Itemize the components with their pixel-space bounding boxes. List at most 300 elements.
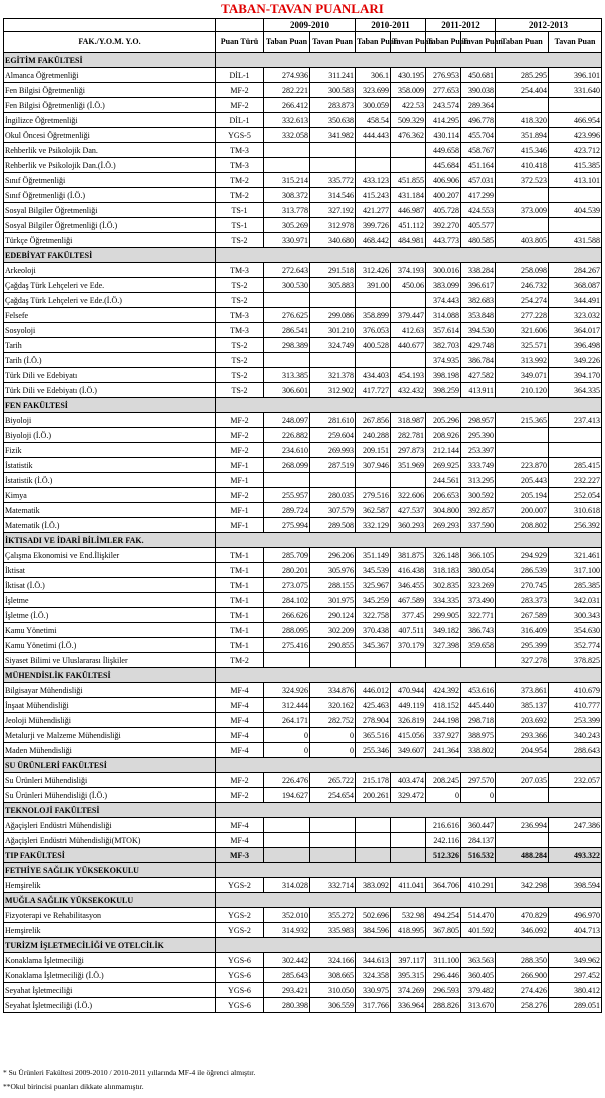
section-fill bbox=[216, 668, 602, 683]
section-title: TEKNOLOJİ FAKÜLTESİ bbox=[4, 803, 216, 818]
score-value: 494.254 bbox=[426, 908, 461, 923]
score-value bbox=[391, 143, 426, 158]
score-value: 253.397 bbox=[461, 443, 496, 458]
score-value bbox=[391, 293, 426, 308]
score-value: 333.749 bbox=[461, 458, 496, 473]
program-name: Türk Dili ve Edebiyatı (İ.Ö.) bbox=[4, 383, 216, 398]
score-value: 418.995 bbox=[391, 923, 426, 938]
program-name: Seyahat İşletmeciliği bbox=[4, 983, 216, 998]
score-value: 206.653 bbox=[426, 488, 461, 503]
score-value: 215.365 bbox=[496, 413, 549, 428]
score-value: 298.389 bbox=[264, 338, 310, 353]
score-value: 385.137 bbox=[496, 698, 549, 713]
program-name: Fen Bilgisi Öğretmenliği bbox=[4, 83, 216, 98]
score-value bbox=[264, 353, 310, 368]
program-name: Matematik (İ.Ö.) bbox=[4, 518, 216, 533]
score-value: 285.709 bbox=[264, 548, 310, 563]
score-value: 293.366 bbox=[496, 728, 549, 743]
score-value: 289.508 bbox=[310, 518, 356, 533]
score-value: 336.964 bbox=[391, 998, 426, 1013]
table-row bbox=[4, 953, 602, 968]
score-value bbox=[391, 473, 426, 488]
footnotes bbox=[3, 1066, 601, 1094]
score-value: 216.616 bbox=[426, 818, 461, 833]
column-header-row bbox=[4, 32, 602, 53]
score-value: 405.728 bbox=[426, 203, 461, 218]
score-value: 311.100 bbox=[426, 953, 461, 968]
score-type: TM-2 bbox=[216, 653, 264, 668]
section-title: FEN FAKÜLTESİ bbox=[4, 398, 216, 413]
score-value: 310.618 bbox=[549, 503, 602, 518]
score-value: 338.802 bbox=[461, 743, 496, 758]
score-value: 378.825 bbox=[549, 653, 602, 668]
score-value: 391.00 bbox=[356, 278, 391, 293]
program-name: Çağdaş Türk Lehçeleri ve Ede. bbox=[4, 278, 216, 293]
score-type: MF-2 bbox=[216, 413, 264, 428]
table-row bbox=[4, 203, 602, 218]
section-header-row bbox=[4, 248, 602, 263]
score-value: 268.099 bbox=[264, 458, 310, 473]
score-value: 458.54 bbox=[356, 113, 391, 128]
score-value: 424.553 bbox=[461, 203, 496, 218]
score-value: 416.438 bbox=[391, 563, 426, 578]
section-fill bbox=[216, 893, 602, 908]
score-value: 324.749 bbox=[310, 338, 356, 353]
score-value: 379.482 bbox=[461, 983, 496, 998]
score-value: 415.056 bbox=[391, 728, 426, 743]
score-value: 311.241 bbox=[310, 68, 356, 83]
score-value: 290.124 bbox=[310, 608, 356, 623]
score-value: 300.583 bbox=[310, 83, 356, 98]
table-row bbox=[4, 968, 602, 983]
score-value: 313.992 bbox=[496, 353, 549, 368]
score-value bbox=[461, 653, 496, 668]
table-row bbox=[4, 143, 602, 158]
score-value bbox=[391, 653, 426, 668]
section-header-row bbox=[4, 803, 602, 818]
score-value: 403.474 bbox=[391, 773, 426, 788]
score-value: 322.606 bbox=[391, 488, 426, 503]
score-value: 467.589 bbox=[391, 593, 426, 608]
score-value: 466.954 bbox=[549, 113, 602, 128]
score-value: 200.261 bbox=[356, 788, 391, 803]
score-value: 324.166 bbox=[310, 953, 356, 968]
score-value: 335.772 bbox=[310, 173, 356, 188]
score-value: 332.613 bbox=[264, 113, 310, 128]
score-value: 417.299 bbox=[461, 188, 496, 203]
score-value bbox=[496, 98, 549, 113]
program-name: İşletme (İ.Ö.) bbox=[4, 608, 216, 623]
score-type: MF-2 bbox=[216, 83, 264, 98]
score-value: 383.092 bbox=[356, 878, 391, 893]
score-value: 484.981 bbox=[391, 233, 426, 248]
score-value: 266.900 bbox=[496, 968, 549, 983]
score-value: 345.259 bbox=[356, 593, 391, 608]
program-name: İktisat bbox=[4, 563, 216, 578]
score-value: 284.267 bbox=[549, 263, 602, 278]
score-value: 284.137 bbox=[461, 833, 496, 848]
score-value: 368.087 bbox=[549, 278, 602, 293]
score-type: TM-1 bbox=[216, 548, 264, 563]
program-name: Fen Bilgisi Öğretmenliği (İ.Ö.) bbox=[4, 98, 216, 113]
score-value: 298.718 bbox=[461, 713, 496, 728]
score-value: 244.198 bbox=[426, 713, 461, 728]
score-value: 362.587 bbox=[356, 503, 391, 518]
program-name: Siyaset Bilimi ve Uluslararası İlişkiler bbox=[4, 653, 216, 668]
score-value: 370.179 bbox=[391, 638, 426, 653]
score-value: 313.670 bbox=[461, 998, 496, 1013]
score-value bbox=[310, 143, 356, 158]
score-value: 373.861 bbox=[496, 683, 549, 698]
score-type: MF-4 bbox=[216, 818, 264, 833]
score-value: 194.627 bbox=[264, 788, 310, 803]
score-value bbox=[549, 218, 602, 233]
column-header-type: Puan Türü bbox=[216, 32, 264, 53]
score-value: 496.778 bbox=[461, 113, 496, 128]
score-value: 450.681 bbox=[461, 68, 496, 83]
score-type: TM-3 bbox=[216, 158, 264, 173]
score-type: TM-1 bbox=[216, 563, 264, 578]
score-value: 274.426 bbox=[496, 983, 549, 998]
score-value: 335.983 bbox=[310, 923, 356, 938]
score-type: TM-2 bbox=[216, 188, 264, 203]
score-value bbox=[356, 653, 391, 668]
table-row bbox=[4, 443, 602, 458]
year-header: 2010-2011 bbox=[356, 19, 426, 32]
score-value: 432.432 bbox=[391, 383, 426, 398]
score-value: 346.092 bbox=[496, 923, 549, 938]
score-type: YGS-6 bbox=[216, 983, 264, 998]
score-value: 283.373 bbox=[496, 593, 549, 608]
score-value: 353.848 bbox=[461, 308, 496, 323]
score-type: TM-1 bbox=[216, 608, 264, 623]
program-name: Fizyoterapi ve Rehabilitasyon bbox=[4, 908, 216, 923]
score-value: 0 bbox=[461, 788, 496, 803]
score-value: 394.170 bbox=[549, 368, 602, 383]
score-value: 364.017 bbox=[549, 323, 602, 338]
score-value bbox=[549, 98, 602, 113]
section-fill bbox=[216, 398, 602, 413]
score-value: 414.295 bbox=[426, 113, 461, 128]
score-type: TM-1 bbox=[216, 623, 264, 638]
score-type: YGS-2 bbox=[216, 923, 264, 938]
column-header-taban: Taban Puan bbox=[356, 32, 391, 53]
score-value: 270.745 bbox=[496, 578, 549, 593]
score-value: 247.386 bbox=[549, 818, 602, 833]
score-value: 256.392 bbox=[549, 518, 602, 533]
score-value bbox=[264, 848, 310, 863]
score-type: YGS-6 bbox=[216, 968, 264, 983]
score-value: 372.523 bbox=[496, 173, 549, 188]
column-header-tavan: Tavan Puan bbox=[310, 32, 356, 53]
score-value: 365.516 bbox=[356, 728, 391, 743]
score-value: 289.724 bbox=[264, 503, 310, 518]
score-value: 349.071 bbox=[496, 368, 549, 383]
table-row bbox=[4, 578, 602, 593]
score-value: 275.416 bbox=[264, 638, 310, 653]
score-value: 313.778 bbox=[264, 203, 310, 218]
score-value: 320.162 bbox=[310, 698, 356, 713]
program-name: Matematik bbox=[4, 503, 216, 518]
section-title: SU ÜRÜNLERİ FAKÜLTESİ bbox=[4, 758, 216, 773]
score-value: 502.696 bbox=[356, 908, 391, 923]
score-value: 401.592 bbox=[461, 923, 496, 938]
table-row bbox=[4, 458, 602, 473]
score-value: 404.539 bbox=[549, 203, 602, 218]
score-value: 396.101 bbox=[549, 68, 602, 83]
year-header: 2011-2012 bbox=[426, 19, 496, 32]
score-value: 0 bbox=[264, 728, 310, 743]
score-value: 398.259 bbox=[426, 383, 461, 398]
score-value: 360.405 bbox=[461, 968, 496, 983]
table-row bbox=[4, 98, 602, 113]
score-value: 205.194 bbox=[496, 488, 549, 503]
program-name: Rehberlik ve Psikolojik Dan.(İ.Ö.) bbox=[4, 158, 216, 173]
score-value bbox=[496, 788, 549, 803]
program-name: Tarih (İ.Ö.) bbox=[4, 353, 216, 368]
score-value: 330.971 bbox=[264, 233, 310, 248]
score-value: 341.982 bbox=[310, 128, 356, 143]
score-value: 325.967 bbox=[356, 578, 391, 593]
score-type: YGS-2 bbox=[216, 908, 264, 923]
column-header-taban: Taban Puan bbox=[426, 32, 461, 53]
table-row bbox=[4, 833, 602, 848]
score-value: 381.875 bbox=[391, 548, 426, 563]
score-value bbox=[310, 158, 356, 173]
program-name: Rehberlik ve Psikolojik Dan. bbox=[4, 143, 216, 158]
score-type: TM-1 bbox=[216, 638, 264, 653]
score-value bbox=[310, 473, 356, 488]
section-title: MUĞLA SAĞLIK YÜKSEKOKULU bbox=[4, 893, 216, 908]
table-row bbox=[4, 323, 602, 338]
score-value: 0 bbox=[310, 743, 356, 758]
score-value: 324.926 bbox=[264, 683, 310, 698]
score-value: 415.346 bbox=[496, 143, 549, 158]
score-table bbox=[3, 18, 602, 1013]
table-row bbox=[4, 728, 602, 743]
score-value bbox=[264, 833, 310, 848]
score-value: 246.732 bbox=[496, 278, 549, 293]
column-header-taban: Taban Puan bbox=[264, 32, 310, 53]
program-name: Maden Mühendisliği bbox=[4, 743, 216, 758]
section-fill bbox=[216, 533, 602, 548]
score-value: 400.207 bbox=[426, 188, 461, 203]
score-value: 410.777 bbox=[549, 698, 602, 713]
score-value: 376.053 bbox=[356, 323, 391, 338]
score-value bbox=[549, 788, 602, 803]
section-title: EGİTİM FAKÜLTESİ bbox=[4, 53, 216, 68]
score-value bbox=[391, 833, 426, 848]
score-value: 321.461 bbox=[549, 548, 602, 563]
score-value: 444.443 bbox=[356, 128, 391, 143]
score-value: 410.291 bbox=[461, 878, 496, 893]
score-value: 232.227 bbox=[549, 473, 602, 488]
score-value: 357.614 bbox=[426, 323, 461, 338]
score-value: 345.367 bbox=[356, 638, 391, 653]
table-row bbox=[4, 698, 602, 713]
score-type: TM-3 bbox=[216, 143, 264, 158]
score-value: 349.182 bbox=[426, 623, 461, 638]
page-title: TABAN-TAVAN PUANLARI bbox=[221, 1, 384, 16]
score-value: 205.443 bbox=[496, 473, 549, 488]
score-value: 286.541 bbox=[264, 323, 310, 338]
score-value: 282.781 bbox=[391, 428, 426, 443]
score-value bbox=[356, 818, 391, 833]
score-type: MF-4 bbox=[216, 728, 264, 743]
score-value: 430.195 bbox=[391, 68, 426, 83]
score-value: 300.530 bbox=[264, 278, 310, 293]
score-value: 283.873 bbox=[310, 98, 356, 113]
score-value: 332.058 bbox=[264, 128, 310, 143]
score-value: 289.051 bbox=[549, 998, 602, 1013]
score-type: TM-3 bbox=[216, 263, 264, 278]
table-row bbox=[4, 638, 602, 653]
score-value: 252.054 bbox=[549, 488, 602, 503]
program-name: İstatistik bbox=[4, 458, 216, 473]
score-value: 322.771 bbox=[461, 608, 496, 623]
program-name: Kamu Yönetimi (İ.Ö.) bbox=[4, 638, 216, 653]
score-value: 470.829 bbox=[496, 908, 549, 923]
score-type: YGS-5 bbox=[216, 128, 264, 143]
program-name: İktisat (İ.Ö.) bbox=[4, 578, 216, 593]
score-value: 346.455 bbox=[391, 578, 426, 593]
section-header-row bbox=[4, 848, 602, 863]
score-value: 297.873 bbox=[391, 443, 426, 458]
score-value: 205.296 bbox=[426, 413, 461, 428]
score-value: 367.805 bbox=[426, 923, 461, 938]
program-name: Hemşirelik bbox=[4, 923, 216, 938]
score-value: 305.883 bbox=[310, 278, 356, 293]
year-header: 2009-2010 bbox=[264, 19, 356, 32]
score-value: 451.164 bbox=[461, 158, 496, 173]
table-row bbox=[4, 278, 602, 293]
score-value: 314.932 bbox=[264, 923, 310, 938]
table-row bbox=[4, 683, 602, 698]
score-value: 280.201 bbox=[264, 563, 310, 578]
score-value: 267.589 bbox=[496, 608, 549, 623]
score-value: 304.800 bbox=[426, 503, 461, 518]
score-value: 358.899 bbox=[356, 308, 391, 323]
table-row bbox=[4, 473, 602, 488]
score-value: 454.193 bbox=[391, 368, 426, 383]
score-type: TS-2 bbox=[216, 293, 264, 308]
score-value: 308.372 bbox=[264, 188, 310, 203]
section-header-row bbox=[4, 938, 602, 953]
score-value: 226.882 bbox=[264, 428, 310, 443]
score-value: 488.284 bbox=[496, 848, 549, 863]
score-value: 327.398 bbox=[426, 638, 461, 653]
score-type: MF-4 bbox=[216, 683, 264, 698]
score-value: 285.643 bbox=[264, 968, 310, 983]
program-name: Kamu Yönetimi bbox=[4, 623, 216, 638]
score-value: 316.409 bbox=[496, 623, 549, 638]
score-value: 327.192 bbox=[310, 203, 356, 218]
score-value: 248.097 bbox=[264, 413, 310, 428]
score-value: 264.171 bbox=[264, 713, 310, 728]
score-value: 323.032 bbox=[549, 308, 602, 323]
score-value: 379.447 bbox=[391, 308, 426, 323]
score-value: 208.245 bbox=[426, 773, 461, 788]
score-value: 451.112 bbox=[391, 218, 426, 233]
program-name: Biyoloji (İ.Ö.) bbox=[4, 428, 216, 443]
section-header-row bbox=[4, 758, 602, 773]
table-row bbox=[4, 623, 602, 638]
program-name: Kimya bbox=[4, 488, 216, 503]
score-value bbox=[549, 428, 602, 443]
score-value: 403.805 bbox=[496, 233, 549, 248]
score-value: 0 bbox=[426, 788, 461, 803]
score-value bbox=[391, 353, 426, 368]
score-value: 399.726 bbox=[356, 218, 391, 233]
score-value: 331.640 bbox=[549, 83, 602, 98]
score-value: 440.677 bbox=[391, 338, 426, 353]
score-value: 338.284 bbox=[461, 263, 496, 278]
program-name: Sınıf Öğretmenliği (İ.Ö.) bbox=[4, 188, 216, 203]
score-value: 299.086 bbox=[310, 308, 356, 323]
table-row bbox=[4, 713, 602, 728]
score-value: 392.857 bbox=[461, 503, 496, 518]
score-value: 425.463 bbox=[356, 698, 391, 713]
score-value: 302.209 bbox=[310, 623, 356, 638]
program-name: Sosyal Bilgiler Öğretmenliği (İ.Ö.) bbox=[4, 218, 216, 233]
score-value: 374.443 bbox=[426, 293, 461, 308]
score-value: 384.596 bbox=[356, 923, 391, 938]
program-name: Jeoloji Mühendisliği bbox=[4, 713, 216, 728]
program-name: Biyoloji bbox=[4, 413, 216, 428]
section-header-row bbox=[4, 863, 602, 878]
table-row bbox=[4, 743, 602, 758]
score-value: 334.335 bbox=[426, 593, 461, 608]
score-value: 272.643 bbox=[264, 263, 310, 278]
score-value: 287.519 bbox=[310, 458, 356, 473]
score-value: 288.155 bbox=[310, 578, 356, 593]
score-value: 290.855 bbox=[310, 638, 356, 653]
score-value: 323.269 bbox=[461, 578, 496, 593]
table-row bbox=[4, 878, 602, 893]
score-value: 223.870 bbox=[496, 458, 549, 473]
score-value: 209.151 bbox=[356, 443, 391, 458]
score-value: 296.593 bbox=[426, 983, 461, 998]
score-value: 317.766 bbox=[356, 998, 391, 1013]
score-value bbox=[310, 353, 356, 368]
score-value: 413.101 bbox=[549, 173, 602, 188]
score-type: TM-1 bbox=[216, 578, 264, 593]
score-value: 300.592 bbox=[461, 488, 496, 503]
score-value: 267.856 bbox=[356, 413, 391, 428]
table-row bbox=[4, 818, 602, 833]
score-value: 284.102 bbox=[264, 593, 310, 608]
score-value: 302.442 bbox=[264, 953, 310, 968]
score-value: 458.767 bbox=[461, 143, 496, 158]
score-value: 313.385 bbox=[264, 368, 310, 383]
program-name: Sınıf Öğretmenliği bbox=[4, 173, 216, 188]
score-value: 255.346 bbox=[356, 743, 391, 758]
score-value: 315.214 bbox=[264, 173, 310, 188]
score-value: 325.571 bbox=[496, 338, 549, 353]
score-value: 398.198 bbox=[426, 368, 461, 383]
score-type: MF-4 bbox=[216, 698, 264, 713]
score-type: MF-1 bbox=[216, 503, 264, 518]
score-value: 512.326 bbox=[426, 848, 461, 863]
score-value: 424.392 bbox=[426, 683, 461, 698]
score-type: MF-3 bbox=[216, 848, 264, 863]
score-value: 207.035 bbox=[496, 773, 549, 788]
score-value: 321.606 bbox=[496, 323, 549, 338]
score-value: 457.031 bbox=[461, 173, 496, 188]
section-header-row bbox=[4, 893, 602, 908]
score-value: 280.035 bbox=[310, 488, 356, 503]
score-value: 423.996 bbox=[549, 128, 602, 143]
